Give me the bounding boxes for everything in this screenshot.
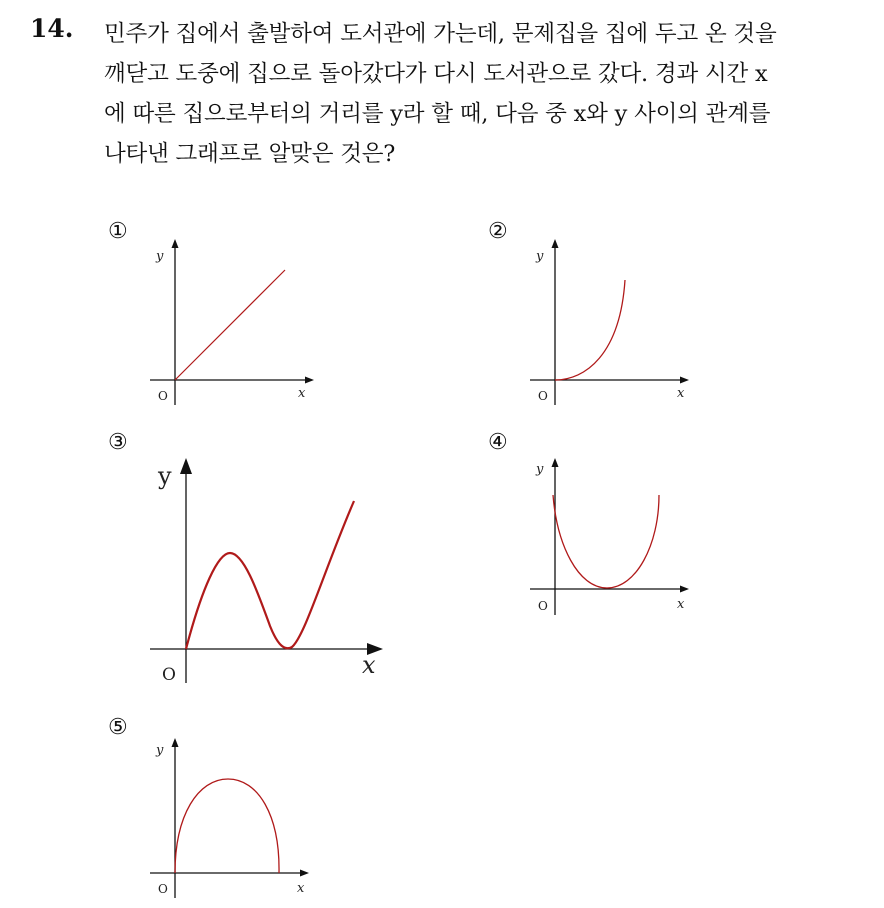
question-line-2: 깨닫고 도중에 집으로 돌아갔다가 다시 도서관으로 갔다. 경과 시간 x: [104, 61, 768, 87]
x-axis-label: x: [297, 881, 305, 896]
y-axis-label: y: [158, 462, 172, 490]
curve-trip: [186, 501, 354, 649]
y-axis-label: y: [156, 743, 164, 758]
choice-1-label[interactable]: ①: [108, 219, 128, 244]
curve-arch: [175, 779, 279, 873]
y-axis-arrow: [180, 458, 192, 474]
y-axis-label: y: [536, 462, 544, 477]
choice-3-graph: [140, 448, 390, 688]
choice-2-graph: [520, 235, 710, 410]
y-axis-label: y: [536, 249, 544, 264]
x-axis-arrow: [680, 586, 689, 593]
x-axis-label: x: [362, 651, 376, 679]
x-axis-arrow: [300, 870, 309, 877]
origin-label: O: [538, 599, 548, 613]
question-number: 14.: [30, 14, 74, 43]
y-axis-arrow: [552, 458, 559, 467]
curve-increasing: [555, 280, 625, 380]
curve-u-shape: [553, 495, 659, 588]
origin-label: O: [158, 389, 168, 403]
choice-5-graph: [140, 730, 330, 905]
x-axis-arrow: [680, 377, 689, 384]
origin-label: O: [158, 882, 168, 896]
origin-label: O: [162, 665, 176, 685]
choice-3-label[interactable]: ③: [108, 430, 128, 455]
curve-line: [175, 270, 285, 380]
y-axis-arrow: [172, 239, 179, 248]
origin-label: O: [538, 389, 548, 403]
y-axis-label: y: [156, 249, 164, 264]
question-line-3: 에 따른 집으로부터의 거리를 y라 할 때, 다음 중 x와 y 사이의 관계를: [104, 101, 771, 127]
y-axis-arrow: [172, 738, 179, 747]
y-axis-arrow: [552, 239, 559, 248]
question-line-4: 나타낸 그래프로 알맞은 것은?: [104, 141, 396, 167]
question-line-1: 민주가 집에서 출발하여 도서관에 가는데, 문제집을 집에 두고 온 것을: [104, 21, 777, 47]
x-axis-label: x: [677, 386, 685, 401]
x-axis-label: x: [677, 597, 685, 612]
x-axis-arrow: [305, 377, 314, 384]
x-axis-label: x: [298, 386, 306, 401]
choice-2-label[interactable]: ②: [488, 219, 508, 244]
choice-1-graph: [140, 235, 330, 410]
choice-4-graph: [520, 450, 710, 625]
choice-5-label[interactable]: ⑤: [108, 715, 128, 740]
choice-4-label[interactable]: ④: [488, 430, 508, 455]
